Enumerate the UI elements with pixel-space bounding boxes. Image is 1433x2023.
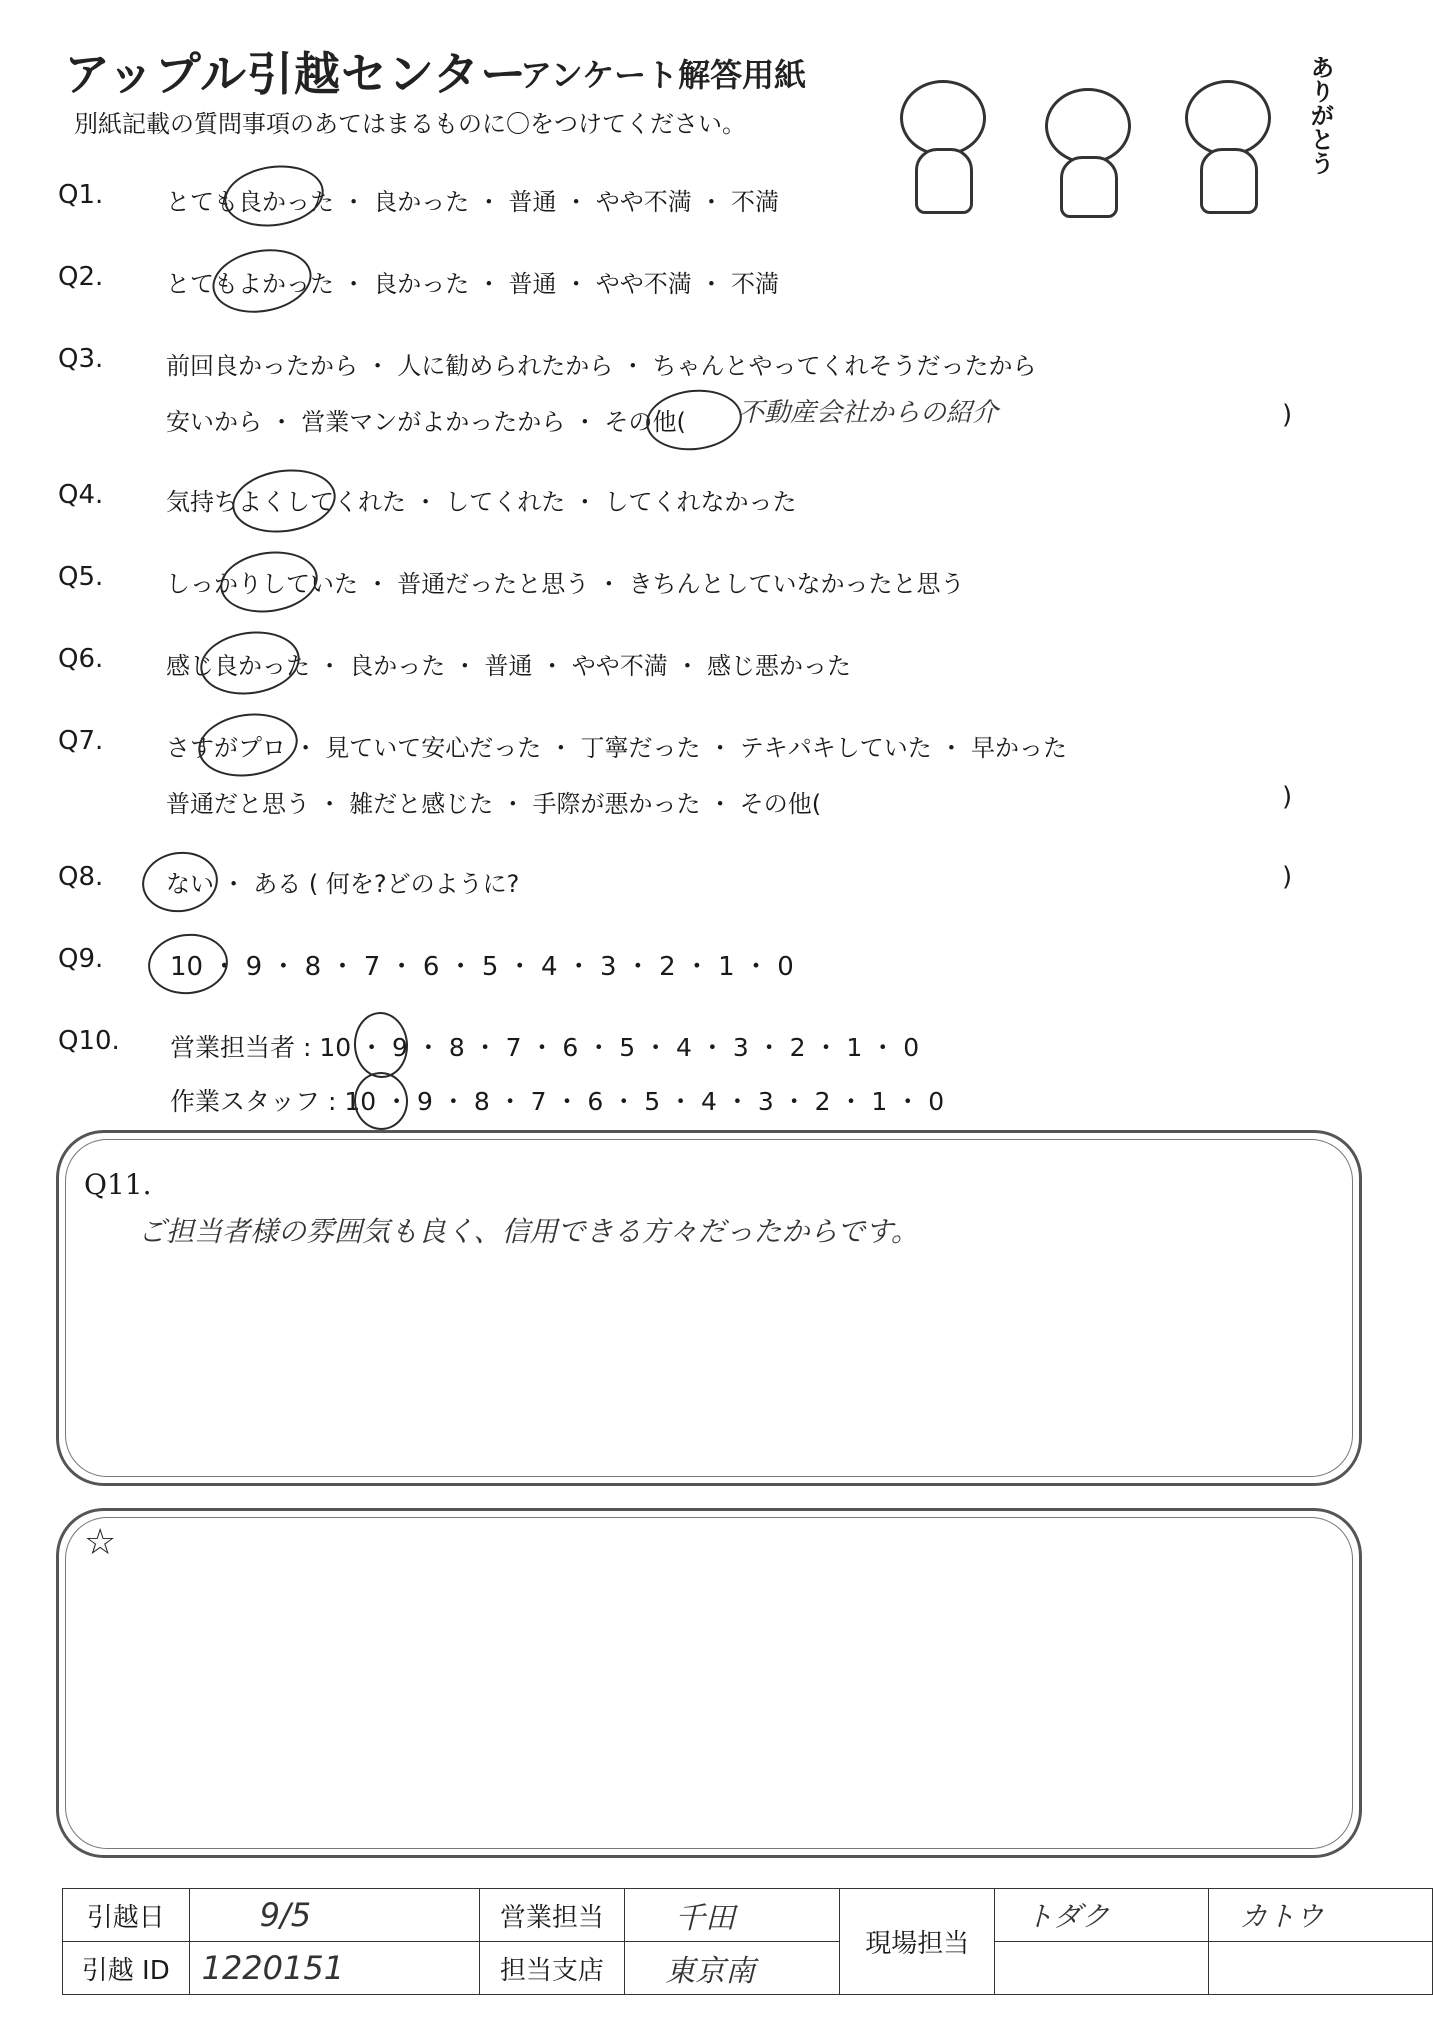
field-staff-empty-1 — [995, 1942, 1209, 1995]
q6-options: 感じ良かった ・ 良かった ・ 普通 ・ やや不満 ・ 感じ悪かった — [166, 652, 852, 680]
move-info-table — [62, 1888, 1433, 1995]
instruction-text: 別紙記載の質問事項のあてはまるものに〇をつけてください。 — [74, 110, 746, 138]
answer-circle-q4 — [228, 463, 340, 539]
q10-label: Q10. — [58, 1026, 120, 1056]
q11-handwritten-answer: ご担当者様の雰囲気も良く、信用できる方々だったからです。 — [138, 1215, 919, 1248]
mascot-thanks-text: ありがとう — [1306, 55, 1334, 175]
q4-label: Q4. — [58, 480, 104, 510]
move-id-label: 引越 ID — [63, 1942, 190, 1995]
q7-options-line1: さすがプロ ・ 見ていて安心だった ・ 丁寧だった ・ テキパキしていた ・ 早かった — [166, 734, 1068, 762]
q7-label: Q7. — [58, 726, 104, 756]
q11-comment-box — [56, 1130, 1362, 1486]
branch-label: 担当支店 — [479, 1942, 625, 1995]
sales-rep-label: 営業担当 — [479, 1889, 625, 1942]
answer-circle-q8 — [138, 847, 222, 917]
answer-circle-q7 — [194, 707, 302, 782]
move-date-value: 9/5 — [189, 1889, 479, 1942]
answer-circle-q1 — [220, 159, 327, 232]
q10-staff-scale: 作業スタッフ : 10 ・ 9 ・ 8 ・ 7 ・ 6 ・ 5 ・ 4 ・ 3 ・ 2 ・ 1 ・ 0 — [170, 1087, 945, 1116]
q7-close-paren: ) — [1282, 782, 1293, 812]
branch-value: 東京南 — [625, 1942, 840, 1995]
q2-options: とてもよかった ・ 良かった ・ 普通 ・ やや不満 ・ 不満 — [166, 270, 780, 298]
q2-label: Q2. — [58, 262, 104, 292]
q4-options: 気持ちよくしてくれた ・ してくれた ・ してくれなかった — [166, 488, 797, 516]
answer-circle-q10-sales — [352, 1010, 410, 1080]
mascot-illustration — [880, 50, 1340, 220]
q3-close-paren: ) — [1282, 400, 1293, 430]
form-title: アンケート解答用紙 — [520, 56, 807, 94]
sales-rep-value: 千田 — [625, 1889, 840, 1942]
q8-close-paren: ) — [1282, 862, 1293, 892]
q3-options-line2: 安いから ・ 営業マンがよかったから ・ その他( — [166, 408, 686, 436]
q3-options-line1: 前回良かったから ・ 人に勧められたから ・ ちゃんとやってくれそうだったから — [166, 352, 1037, 380]
q1-label: Q1. — [58, 180, 104, 210]
field-staff-label: 現場担当 — [840, 1889, 995, 1995]
move-date-label: 引越日 — [63, 1889, 190, 1942]
q6-label: Q6. — [58, 644, 104, 674]
q8-label: Q8. — [58, 862, 104, 892]
q10-sales-scale: 営業担当者 : 10 ・ 9 ・ 8 ・ 7 ・ 6 ・ 5 ・ 4 ・ 3 ・ 2 ・ 1 ・ 0 — [170, 1033, 920, 1062]
answer-circle-q2 — [207, 242, 316, 320]
q11-label: Q11. — [84, 1168, 152, 1201]
q7-options-line2: 普通だと思う ・ 雑だと感じた ・ 手際が悪かった ・ その他( — [166, 790, 822, 818]
star-comment-box — [56, 1508, 1362, 1858]
answer-circle-q3 — [643, 385, 745, 455]
q3-other-handwritten: 不動産会社からの紹介 — [738, 398, 999, 428]
q3-label: Q3. — [58, 344, 104, 374]
field-staff-1: トダク — [995, 1889, 1209, 1942]
answer-circle-q6 — [196, 625, 304, 700]
q9-label: Q9. — [58, 944, 104, 974]
move-id-value: 1220151 — [189, 1942, 479, 1995]
answer-circle-q9 — [145, 930, 231, 998]
q8-options: ない ・ ある ( 何を?どのように? — [166, 870, 520, 898]
q5-label: Q5. — [58, 562, 104, 592]
answer-circle-q5 — [216, 545, 321, 618]
q9-scale: 10 ・ 9 ・ 8 ・ 7 ・ 6 ・ 5 ・ 4 ・ 3 ・ 2 ・ 1 ・ 0 — [170, 952, 794, 982]
q1-options: とても良かった ・ 良かった ・ 普通 ・ やや不満 ・ 不満 — [166, 188, 780, 216]
answer-circle-q10-staff — [352, 1070, 410, 1132]
field-staff-empty-2 — [1209, 1942, 1433, 1995]
star-icon: ☆ — [84, 1522, 117, 1563]
q5-options: しっかりしていた ・ 普通だったと思う ・ きちんとしていなかったと思う — [166, 570, 965, 598]
field-staff-2: カトウ — [1209, 1889, 1433, 1942]
company-title: アップル引越センター — [64, 47, 528, 101]
